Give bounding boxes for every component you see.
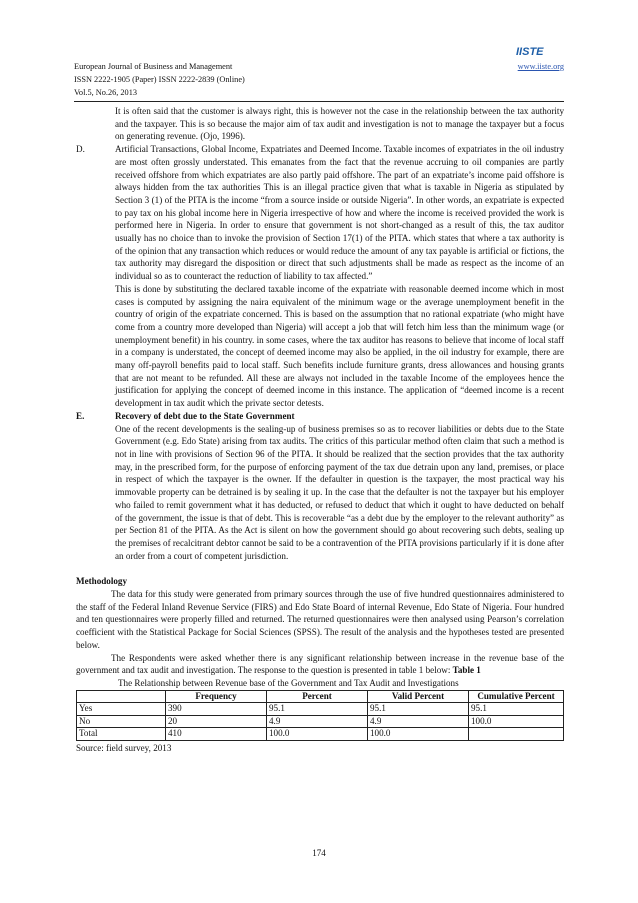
section-d-paragraph-2: This is done by substituting the declared taxable income of the expatriate with reasonable deemed income which in most cases is computed by assigning the naira equivalent of the minimum wage or the average unemployment benefit in the country of origin of the expatriate concerned. This is based on the assumption that no rational expatriate (who might have come from a country more developed than Nigeria) will accept a job that will fetch him less than the minimum wage (or unemployment benefit) in his country. in some cases, where the tax auditor has reasons to believe that income of local staff in a company is understated, the concept of deemed income may also be applied, in the oil industry for example, there are many off-payroll benefits paid to local staff. Such benefits include furniture grants, dress allowances and housing grants that are not meant to be refunded. All these are always not included in the taxable Income of the employees hence the justification for applying the concept of deemed income in this instance. The application of “deemed income is a recent development in tax audit which the private sector detests.	[115, 283, 564, 409]
running-header	[74, 60, 564, 99]
methodology-heading: Methodology	[76, 576, 128, 587]
table-cell: 4.9	[368, 715, 469, 728]
table-header-cell: Frequency	[166, 690, 267, 703]
methodology-paragraph-1: The data for this study were generated from primary sources through the use of five hundred questionnaires administered to the staff of the Federal Inland Revenue Service (FIRS) and Edo State Board of internal Revenue, Edo State of Nigeria. Four hundred and ten questionnaires were properly filled and returned. The returned questionnaires were then analysed using Pearson’s correlation coefficient with the Statistical Package for Social Sciences (SPSS). The result of the analysis and the hypotheses tested are presented below.	[76, 589, 564, 650]
table-row	[77, 728, 564, 741]
iiste-logo	[514, 44, 564, 58]
table-cell: 95.1	[267, 703, 368, 716]
svg-text:IISTE: IISTE	[516, 46, 544, 58]
table-cell: 95.1	[469, 703, 564, 716]
volume-line: Vol.5, No.26, 2013	[74, 88, 137, 97]
section-d	[76, 143, 564, 410]
intro-block	[76, 105, 564, 143]
section-d-paragraph-1: Artificial Transactions, Global Income, Expatriates and Deemed Income. Taxable incomes of expatriates in the oil industry are most often grossly understated. This emanates from the fact that the revenue accruing to oil companies are partly received offshore from which expatriates are also partly paid offshore. The part of an expatriate’s income paid offshore is always hidden from the tax authorities This is an illegal practice given that what is taxable in Nigeria as stipulated by Section 3 (1) of the PITA is the income “from a source inside or outside Nigeria”. In other words, an expatriate is expected to pay tax on his global income here in Nigeria irrespective of how and where the income is received provided the work is performed here in Nigeria. In order to ensure that government is not short-changed as a result of this, the tax auditor usually has no choice than to invoke the provision of Section 17(1) of the PITA. which states that where a tax authority is of the opinion that any transaction which reduces or would reduce the amount of any tax payable is artificial or fictions, the tax authority may disregard the disposition or direct that such adjustments shall be made as respect as the income of an individual so as to counteract the reduction of liability to tax affected.”	[115, 144, 564, 282]
table-1-label: Table 1	[452, 665, 481, 676]
table-header-cell: Percent	[267, 690, 368, 703]
methodology-paragraph-2	[76, 652, 564, 677]
table-1	[76, 690, 564, 741]
table-cell: 100.0	[267, 728, 368, 741]
journal-url-link[interactable]: www.iiste.org	[517, 62, 564, 71]
table-row	[77, 703, 564, 716]
journal-name: European Journal of Business and Management	[74, 62, 233, 71]
table-cell: Total	[77, 728, 166, 741]
section-e-paragraph: One of the recent developments is the sealing-up of business premises so as to recover liabilities or debts due to the State Government (e.g. Edo State) arising from tax audits. The critics of this particular method often claim that such a method is not in line with provisions of Section 96 of the PITA. It should be realized that the section provides that the tax authority may, in the prescribed form, for the purpose of enforcing payment of the tax due detrain upon any land, premises, or place in respect of which the taxpayer is the owner. If the defaulter in question is the taxpayer, the most practical way his immovable property can be detrained is by sealing it up. In the case that the defaulter is not the taxpayer but his employer who failed to remit government what it has deducted, or refused to deduct that which it ought to have deducted on behalf of the government, the issue is that of debt. This is recoverable “as a debt due by the employer to the relevant authority” as per Section 81 of the PITA. As the Act is silent on how the government should go about recovering such debts, sealing up the premises of recalcitrant debtor cannot be said to be a contravention of the PITA provisions particularly if it is done after an order from a court of competent jurisdiction.	[115, 423, 564, 561]
table-header-cell: Cumulative Percent	[469, 690, 564, 703]
table-header-row	[77, 690, 564, 703]
section-d-label: D.	[76, 144, 85, 155]
table-row	[77, 715, 564, 728]
section-e-title: Recovery of debt due to the State Government	[115, 410, 295, 421]
table-cell: 100.0	[368, 728, 469, 741]
intro-paragraph: It is often said that the customer is always right, this is however not the case in the relationship between the tax authority and the taxpayer. This is so because the major aim of tax audit and investigation is not to manage the taxpayer but a focus on generating revenue. (Ojo, 1996).	[115, 106, 564, 142]
header-rule	[74, 101, 564, 102]
table-cell: 95.1	[368, 703, 469, 716]
issn-line: ISSN 2222-1905 (Paper) ISSN 2222-2839 (Online)	[74, 75, 245, 84]
table-cell: 20	[166, 715, 267, 728]
table-header-cell: Valid Percent	[368, 690, 469, 703]
table-caption: The Relationship between Revenue base of the Government and Tax Audit and Investigations	[118, 677, 459, 688]
table-cell: No	[77, 715, 166, 728]
methodology-paragraph-2-text: The Respondents were asked whether there is any significant relationship between increase in the revenue base of the government and tax audit and investigation. The response to the question is presented in table 1 below:	[76, 652, 564, 676]
table-cell	[469, 728, 564, 741]
table-cell: Yes	[77, 703, 166, 716]
table-header-cell	[77, 690, 166, 703]
table-cell: 390	[166, 703, 267, 716]
table-source: Source: field survey, 2013	[76, 742, 172, 753]
main-content	[76, 105, 564, 754]
table-cell: 4.9	[267, 715, 368, 728]
section-e-label: E.	[76, 410, 85, 421]
page-number: 174	[312, 848, 326, 858]
table-cell: 100.0	[469, 715, 564, 728]
section-e	[76, 410, 564, 562]
table-cell: 410	[166, 728, 267, 741]
